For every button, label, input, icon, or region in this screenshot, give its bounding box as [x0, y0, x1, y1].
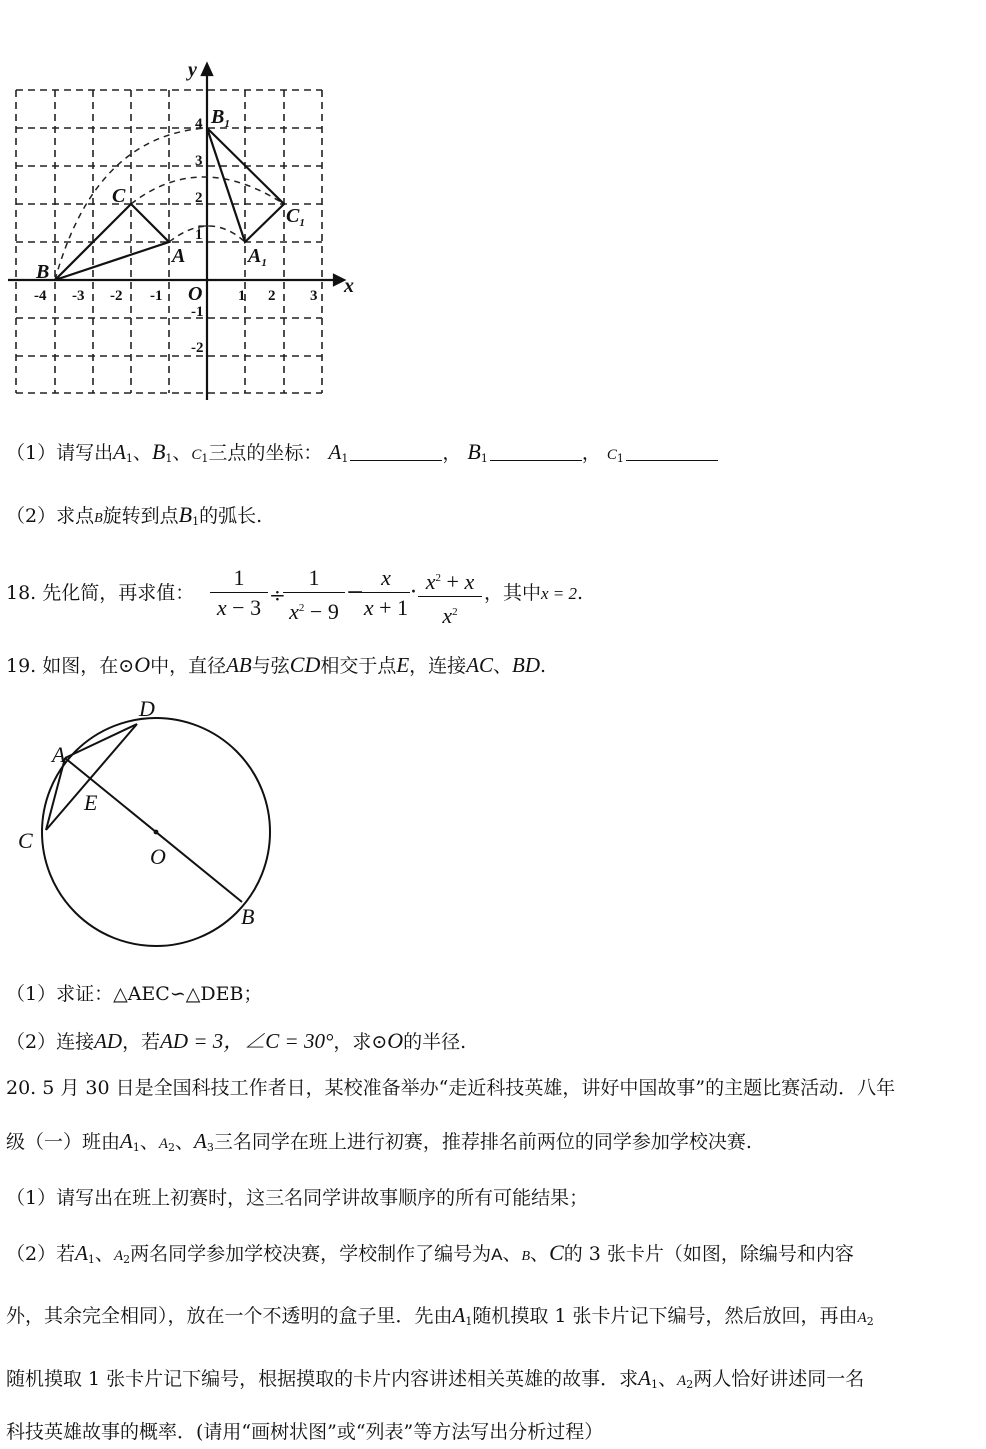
divide-sign: ÷: [269, 583, 286, 607]
y-tick-label: 4: [195, 116, 203, 132]
answer-blank-a1[interactable]: [350, 442, 442, 461]
point-c-label: C: [18, 828, 33, 853]
x-tick-label: 2: [268, 288, 276, 304]
q20-line4: 外，其余完全相同），放在一个不透明的盒子里．先由$A_1$随机摸取 1 张卡片记下编号，然后放回，再由$A_2$: [6, 1303, 874, 1328]
q20-line6: 科技英雄故事的概率．(请用“画树状图”或“列表”等方法写出分析过程）: [6, 1421, 604, 1443]
q19-stem: 19. 如图，在⊙O中，直径AB与弦CD相交于点E，连接AC、BD.: [6, 652, 547, 677]
y-tick-label: -1: [191, 304, 204, 320]
fraction-3: x x + 1: [363, 565, 409, 620]
q18-suffix: ，其中x = 2.: [484, 582, 584, 604]
q19-part1: （1）求证：△AEC∽△DEB；: [6, 983, 263, 1005]
answer-blank-c1[interactable]: [626, 442, 718, 461]
q18-label: 18. 先化简，再求值：: [6, 582, 195, 604]
segment-ad: [65, 724, 137, 758]
x-tick-label: -3: [72, 288, 85, 304]
x-tick-label: -4: [34, 288, 47, 304]
center-point: [154, 830, 159, 835]
point-a-label: A: [52, 742, 66, 767]
point-b-label: B: [241, 904, 255, 929]
point-b-label: B: [36, 261, 50, 283]
x-tick-label: -1: [150, 288, 163, 304]
y-tick-label: 3: [195, 153, 203, 169]
point-a1-label: $A_1$: [248, 245, 267, 269]
q20-line5: 随机摸取 1 张卡片记下编号，根据摸取的卡片内容讲述相关英雄的故事．求$A_1$、$A_2$两人恰好讲述同一名: [6, 1366, 865, 1391]
diameter-ab: [65, 758, 242, 902]
dot-sign: ·: [410, 580, 417, 605]
x-axis-label: x: [344, 275, 354, 297]
y-axis-label: y: [188, 59, 197, 81]
q20-part2: （2）若$A_1$、$A_2$两名同学参加学校决赛，学校制作了编号为A、B、C的 3 张卡片（如图，除编号和内容: [6, 1240, 854, 1266]
q17-part2: （2）求点B旋转到点$B_1$的弧长.: [6, 502, 263, 528]
x-tick-label: -2: [110, 288, 123, 304]
x-axis-arrow: [334, 275, 344, 285]
q20-part1: （1）请写出在班上初赛时，这三名同学讲故事顺序的所有可能结果；: [6, 1187, 589, 1209]
point-a-label: A: [172, 245, 186, 267]
q19-part2: （2）连接AD，若AD = 3，∠C = 30°，求⊙O的半径.: [6, 1028, 467, 1053]
minus-sign: −: [346, 580, 365, 605]
y-tick-label: -2: [191, 340, 204, 356]
answer-blank-b1[interactable]: [490, 442, 582, 461]
y-tick-label: 1: [195, 227, 203, 243]
x-tick-label: 3: [310, 288, 318, 304]
fraction-4: $x^2 + x$ $x^2$: [418, 564, 482, 631]
point-d-label: D: [139, 696, 155, 721]
point-b1-label: $B_1$: [211, 106, 230, 130]
q20-line1: 20. 5 月 30 日是全国科技工作者日，某校准备举办“走近科技英雄，讲好中国故事”的主题比赛活动．八年: [6, 1077, 896, 1099]
q17-part1: （1）请写出$A_1$、$B_1$、$C_1$三点的坐标： $A_1$ ， $B_1$ ， $C_1$: [6, 440, 718, 471]
origin-label: O: [188, 283, 203, 305]
point-e-label: E: [84, 790, 98, 815]
x-tick-label: 1: [238, 288, 246, 304]
y-tick-label: 2: [195, 190, 203, 206]
fraction-2: 1 $x^2 - 9$: [283, 564, 345, 627]
point-c-label: C: [112, 185, 126, 207]
circle-figure: [0, 690, 300, 950]
q20-line2: 级（一）班由$A_1$、$A_2$、$A_3$三名同学在班上进行初赛，推荐排名前两位的同学参加学校决赛.: [6, 1129, 752, 1154]
point-o-label: O: [150, 844, 166, 869]
coordinate-graph: [0, 50, 370, 410]
fraction-1: 1 x − 3: [210, 564, 268, 623]
point-c1-label: $C_1$: [286, 205, 305, 229]
y-axis-arrow: [202, 64, 212, 75]
